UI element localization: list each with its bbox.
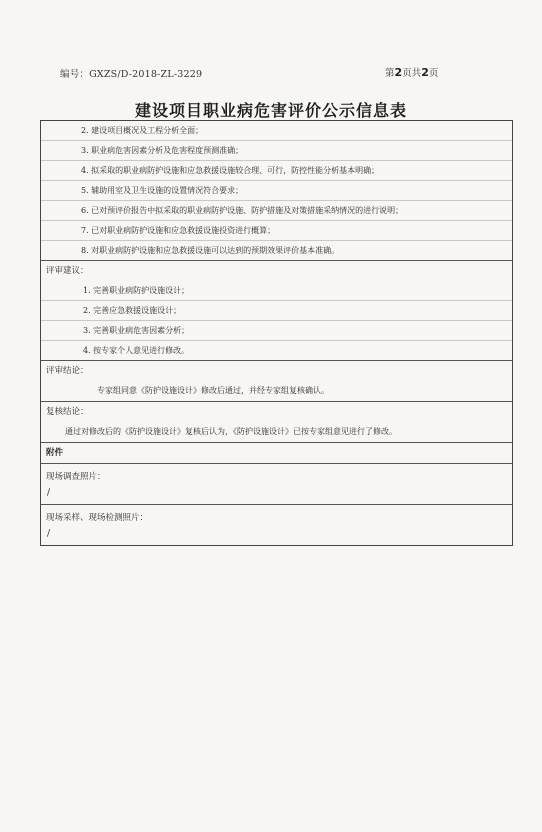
conclusion-label: 评审结论：	[46, 366, 89, 376]
page-mid: 页共	[402, 68, 422, 79]
page-title: 建设项目职业病危害评价公示信息表	[134, 101, 407, 120]
sampling-photos-value: /	[47, 529, 51, 539]
list-item: 4. 按专家个人意见进行修改。	[83, 346, 190, 355]
survey-photos	[41, 464, 512, 505]
list-item: 2. 建设项目概况及工程分析全面；	[41, 121, 512, 141]
document-number: 编号：GXZS/D-2018-ZL-3229	[60, 69, 203, 80]
list-item: 3. 完善职业病危害因素分析；	[41, 321, 512, 341]
attachments-label: 附件	[46, 448, 64, 458]
list-item: 3. 职业病危害因素分析及危害程度预测准确；	[41, 141, 512, 161]
list-item: 5. 辅助用室及卫生设施的设置情况符合要求；	[41, 181, 512, 201]
page-indicator	[385, 65, 438, 79]
conclusion-text: 专家组同意《防护设施设计》修改后通过，并经专家组复核确认。	[97, 386, 329, 395]
info-table	[40, 120, 513, 546]
list-item: 7. 已对职业病防护设施和应急救援设施投资进行概算；	[41, 221, 512, 241]
list-item: 2. 完善应急救援设施设计；	[41, 301, 512, 321]
list-item: 1. 完善职业病防护设施设计；	[41, 281, 512, 301]
survey-photos-label: 现场调查照片：	[46, 472, 106, 482]
recheck-text: 通过对修改后的《防护设施设计》复核后认为，《防护设施设计》已按专家组意见进行了修改。	[65, 427, 397, 436]
review-suggestions	[41, 261, 512, 361]
page-suffix: 页	[428, 68, 439, 79]
survey-photos-value: /	[47, 488, 51, 498]
page-prefix: 第	[385, 68, 395, 79]
sampling-photos-label: 现场采样、现场检测照片：	[46, 513, 149, 523]
page-current: 2	[394, 66, 403, 79]
review-conclusion	[41, 361, 512, 402]
evaluation-items	[41, 121, 512, 261]
list-item: 6. 已对预评价报告中拟采取的职业病防护设施、防护措施及对策措施采纳情况的进行说明；	[41, 201, 512, 221]
sampling-photos	[41, 505, 512, 545]
list-item: 8. 对职业病防护设施和应急救援设施可以达到的预期效果评价基本准确。	[81, 246, 340, 255]
list-item: 4. 拟采取的职业病防护设施和应急救援设施较合理、可行，防控性能分析基本明确；	[41, 161, 512, 181]
page-total: 2	[421, 66, 429, 79]
attachments-header	[41, 443, 512, 464]
recheck-conclusion	[41, 402, 512, 443]
recheck-label: 复核结论：	[46, 407, 89, 417]
suggestions-label: 评审建议：	[46, 266, 89, 276]
